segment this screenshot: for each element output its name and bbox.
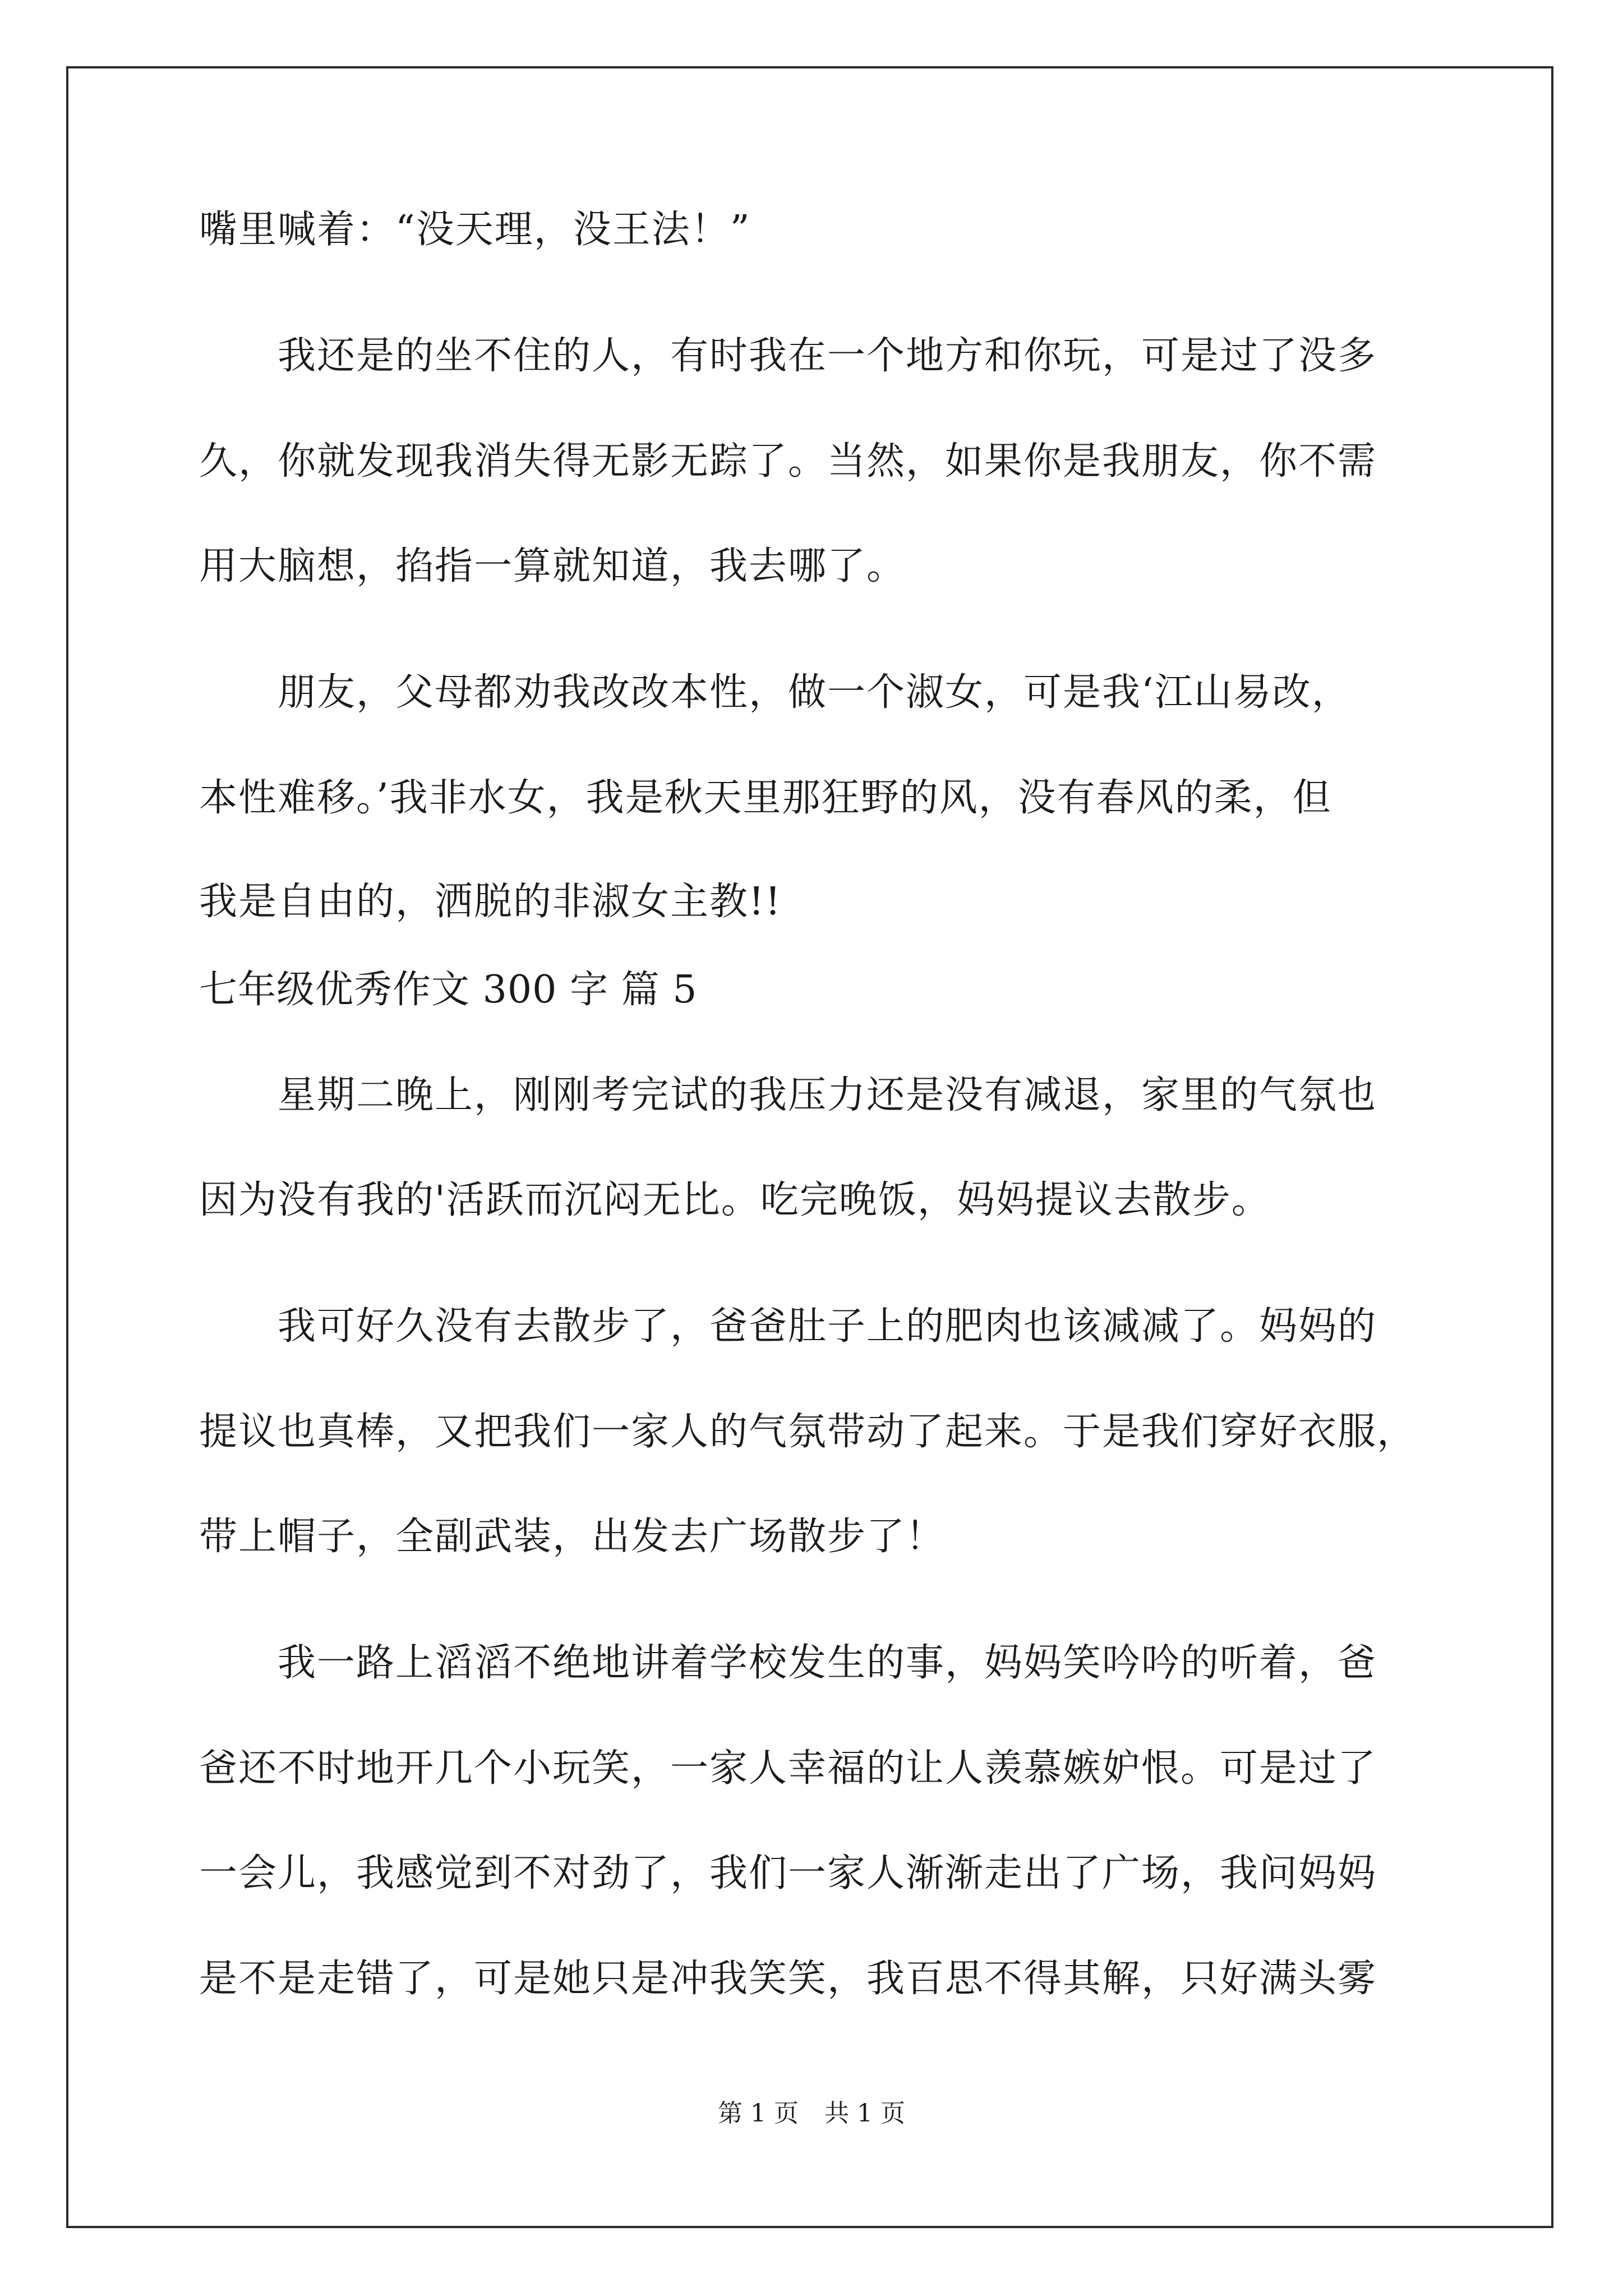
text-line: 我是自由的，洒脱的非淑女主教!! bbox=[199, 880, 782, 924]
page-total: 共 1 页 bbox=[824, 2099, 905, 2128]
text-line: 提议也真棒，又把我们一家人的气氛带动了起来。于是我们穿好衣服， bbox=[199, 1410, 1417, 1454]
section-heading: 七年级优秀作文 300 字 篇 5 bbox=[199, 968, 698, 1012]
text-line: 带上帽子，全副武装，出发去广场散步了！ bbox=[199, 1515, 946, 1559]
text-line: 一会儿，我感觉到不对劲了，我们一家人渐渐走出了广场，我问妈妈 bbox=[199, 1851, 1377, 1895]
text-line: 是不是走错了，可是她只是冲我笑笑，我百思不得其解，只好满头雾 bbox=[199, 1957, 1377, 2001]
text-line: 朋友，父母都劝我改改本性，做一个淑女，可是我‘江山易改， bbox=[199, 670, 1351, 715]
text-line: 嘴里喊着：“没天理，没王法！” bbox=[199, 208, 751, 252]
page-footer bbox=[0, 2098, 1623, 2129]
page-border bbox=[66, 66, 1553, 2228]
text-line: 我一路上滔滔不绝地讲着学校发生的事，妈妈笑吟吟的听着，爸 bbox=[199, 1641, 1377, 1685]
text-line: 因为没有我的'活跃而沉闷无比。吃完晚饭，妈妈提议去散步。 bbox=[199, 1178, 1271, 1222]
text-line: 爸还不时地开几个小玩笑，一家人幸福的让人羡慕嫉妒恨。可是过了 bbox=[199, 1746, 1377, 1791]
text-line: 我还是的坐不住的人，有时我在一个地方和你玩，可是过了没多 bbox=[199, 334, 1377, 378]
text-line: 星期二晚上，刚刚考完试的我压力还是没有减退，家里的气氛也 bbox=[199, 1073, 1377, 1117]
text-line: 用大脑想，掐指一算就知道，我去哪了。 bbox=[199, 544, 906, 588]
text-line: 久，你就发现我消失得无影无踪了。当然，如果你是我朋友，你不需 bbox=[199, 439, 1377, 484]
page-number: 第 1 页 bbox=[718, 2099, 799, 2128]
text-line: 我可好久没有去散步了，爸爸肚子上的肥肉也该减减了。妈妈的 bbox=[199, 1304, 1377, 1349]
text-line: 本性难移。’我非水女，我是秋天里那狂野的风，没有春风的柔，但 bbox=[199, 776, 1332, 820]
